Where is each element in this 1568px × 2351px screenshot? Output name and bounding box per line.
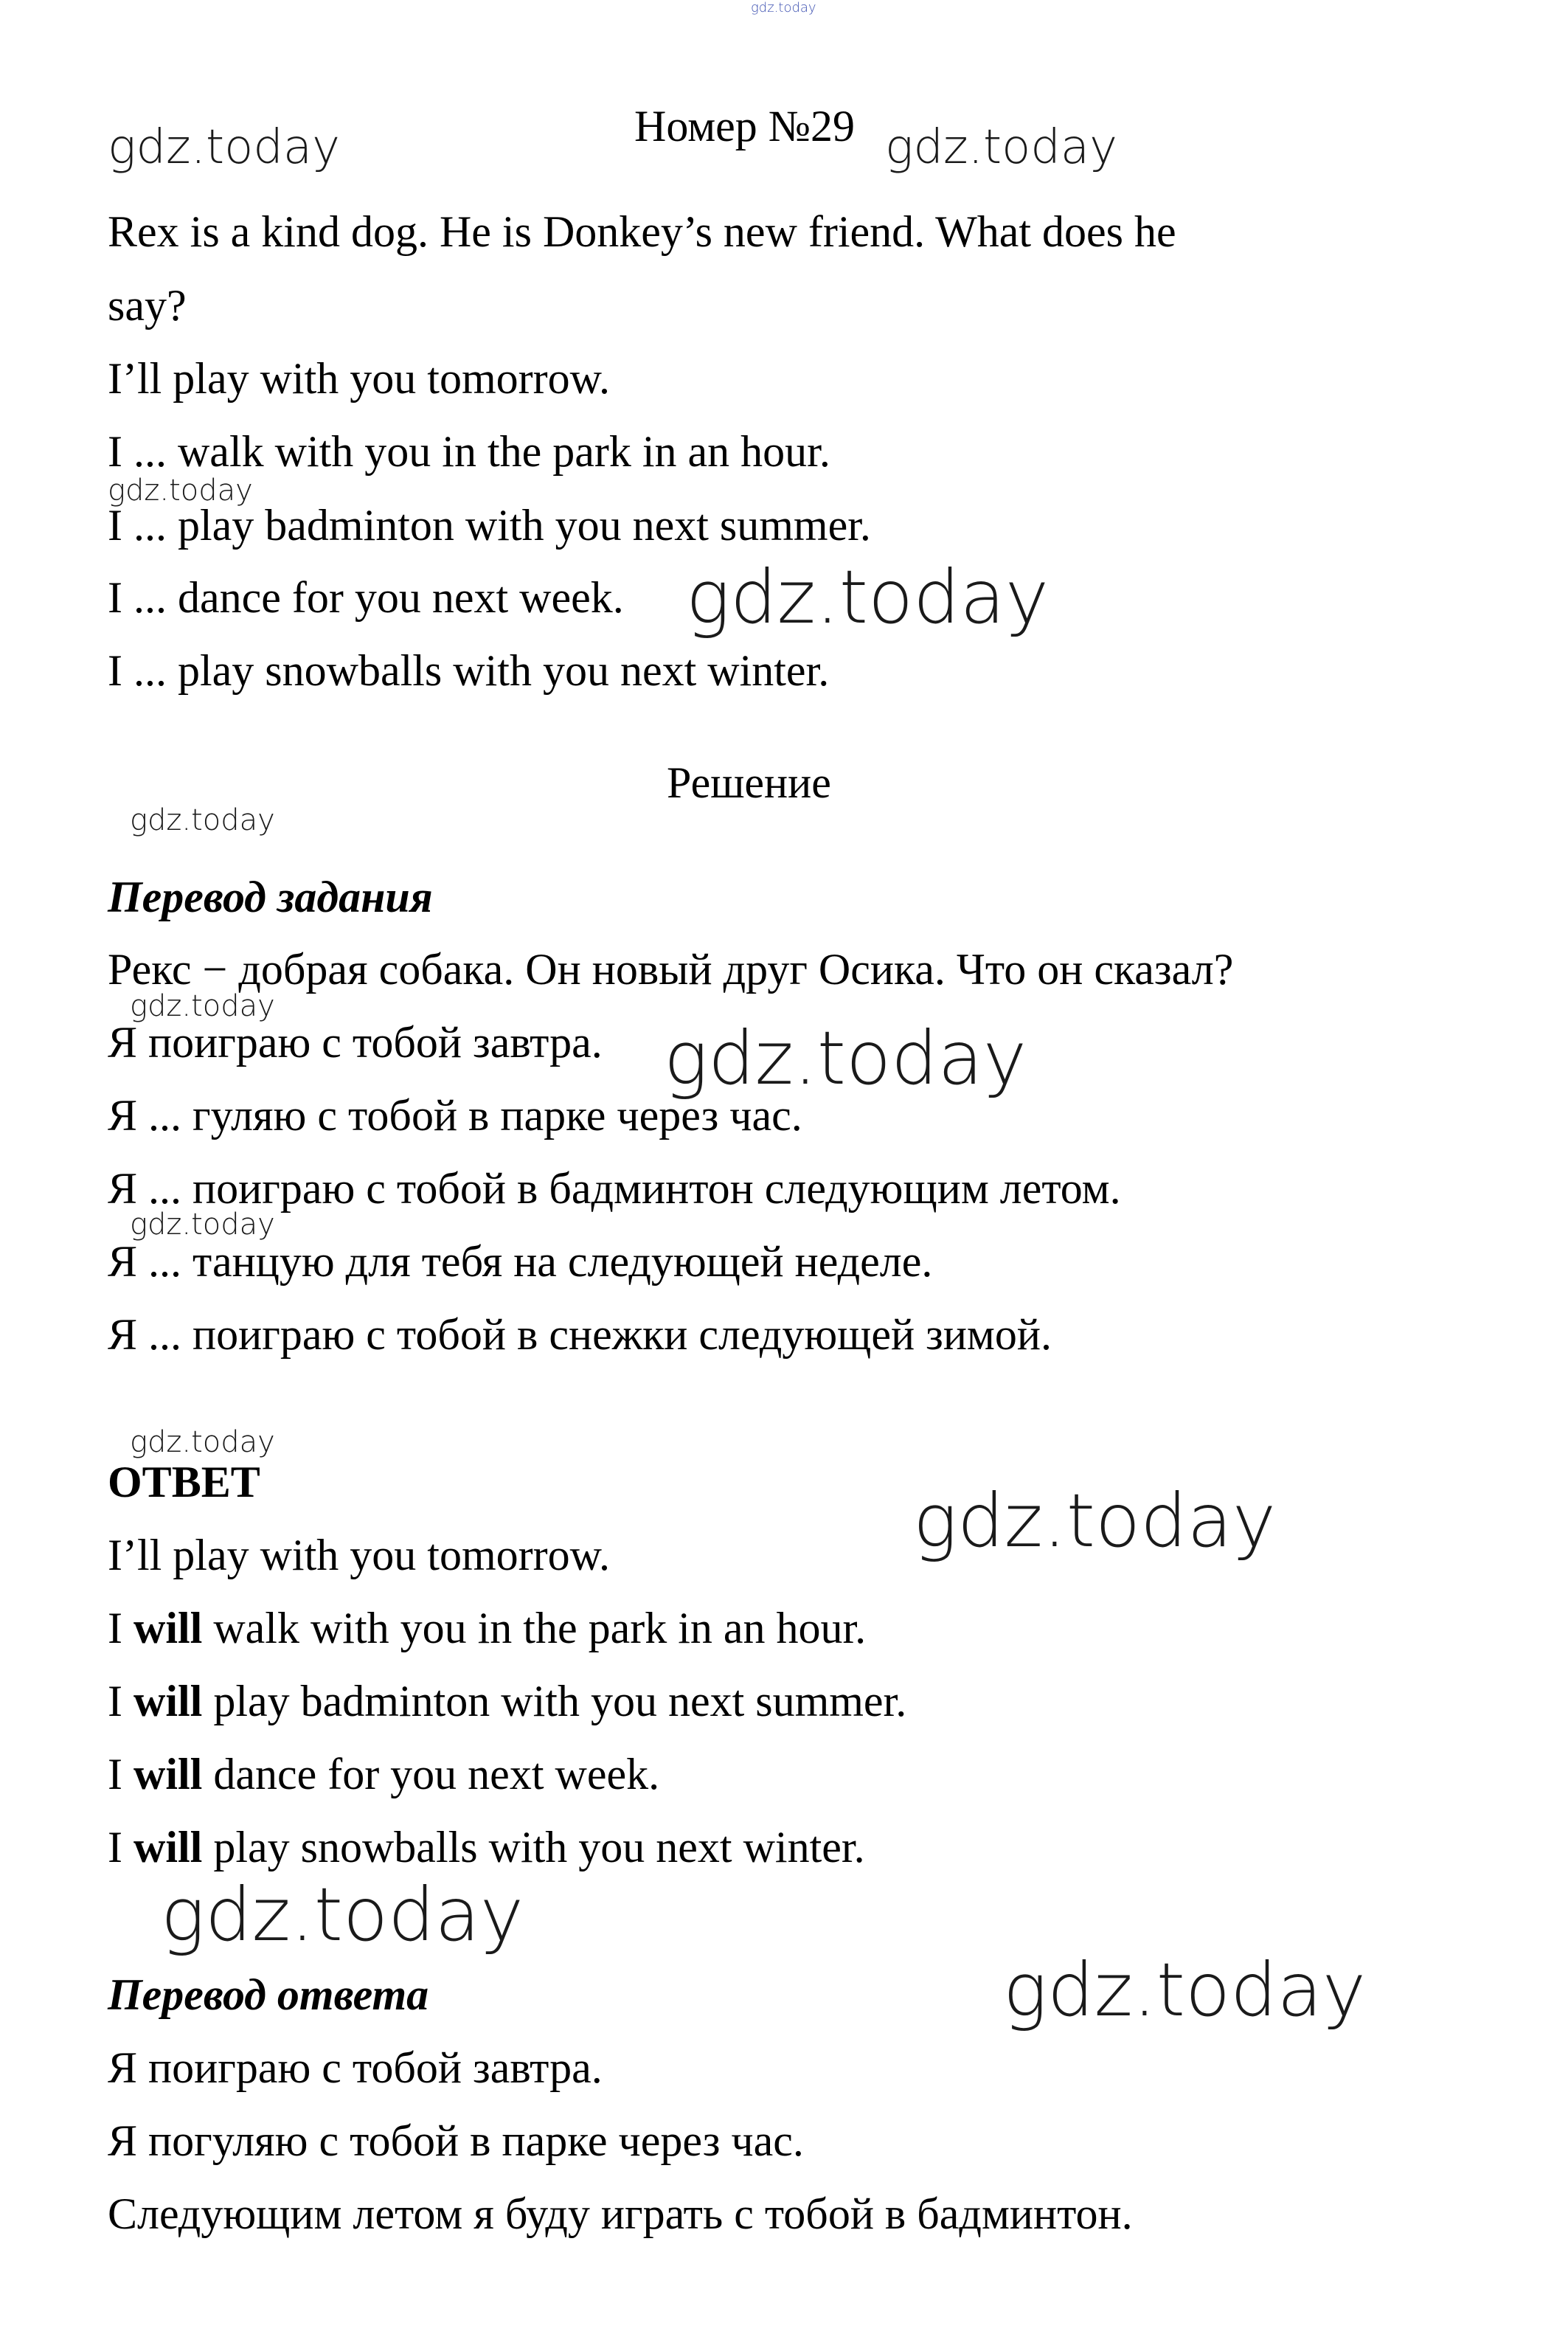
answer-subject: I bbox=[108, 1604, 122, 1652]
watermark-3: gdz.today bbox=[108, 474, 253, 508]
task-prompt-line-2: say? bbox=[108, 281, 187, 330]
watermark-top: gdz.today bbox=[751, 0, 816, 15]
answer-keyword: will bbox=[133, 1677, 203, 1725]
watermark-6: gdz.today bbox=[130, 989, 275, 1023]
task-translation-title: Перевод задания bbox=[108, 873, 433, 921]
watermark-10: gdz.today bbox=[913, 1478, 1277, 1564]
task-line-4: I ... dance for you next week. bbox=[108, 573, 624, 622]
answer-rest: dance for you next week. bbox=[213, 1750, 660, 1798]
answer-subject: I bbox=[108, 1677, 122, 1725]
task-translation-line-2: Я поиграю с тобой завтра. bbox=[108, 1018, 603, 1067]
answer-line-4 bbox=[108, 1748, 659, 1801]
answer-line-2 bbox=[108, 1602, 866, 1655]
answer-rest: play snowballs with you next winter. bbox=[213, 1823, 865, 1872]
answer-line-3 bbox=[108, 1675, 906, 1728]
watermark-2: gdz.today bbox=[885, 120, 1117, 175]
answer-line-5 bbox=[108, 1821, 865, 1874]
task-translation-line-4: Я ... поиграю с тобой в бадминтон следующим летом. bbox=[108, 1164, 1121, 1213]
watermark-11: gdz.today bbox=[161, 1872, 524, 1958]
answer-translation-line-3: Следующим летом я буду играть с тобой в бадминтон. bbox=[108, 2189, 1133, 2238]
answer-keyword: will bbox=[133, 1604, 203, 1652]
solution-heading: Решение bbox=[667, 758, 831, 807]
task-translation-line-6: Я ... поиграю с тобой в снежки следующей зимой. bbox=[108, 1310, 1052, 1359]
answer-subject: I bbox=[108, 1823, 122, 1872]
watermark-8: gdz.today bbox=[130, 1208, 275, 1242]
answer-subject: I bbox=[108, 1750, 122, 1798]
answer-translation-title: Перевод ответа bbox=[108, 1970, 429, 2019]
watermark-12: gdz.today bbox=[1003, 1947, 1367, 2033]
answer-title: ОТВЕТ bbox=[108, 1458, 260, 1506]
task-line-5: I ... play snowballs with you next winter. bbox=[108, 646, 830, 695]
watermark-5: gdz.today bbox=[130, 803, 275, 837]
answer-translation-line-2: Я погуляю с тобой в парке через час. bbox=[108, 2116, 804, 2165]
task-translation-line-5: Я ... танцую для тебя на следующей неделе. bbox=[108, 1237, 933, 1286]
answer-translation-line-1: Я поиграю с тобой завтра. bbox=[108, 2043, 603, 2092]
watermark-9: gdz.today bbox=[130, 1425, 275, 1459]
answer-line-1: I’ll play with you tomorrow. bbox=[108, 1531, 611, 1579]
task-line-2: I ... walk with you in the park in an hour. bbox=[108, 427, 830, 476]
answer-keyword: will bbox=[133, 1750, 203, 1798]
page-title: Номер №29 bbox=[634, 102, 856, 150]
answer-rest: walk with you in the park in an hour. bbox=[213, 1604, 867, 1652]
watermark-7: gdz.today bbox=[664, 1015, 1027, 1101]
task-prompt-line-1: Rex is a kind dog. He is Donkey’s new friend. What does he bbox=[108, 207, 1176, 256]
answer-keyword: will bbox=[133, 1823, 203, 1872]
answer-rest: play badminton with you next summer. bbox=[213, 1677, 907, 1725]
task-line-1: I’ll play with you tomorrow. bbox=[108, 354, 611, 403]
watermark-4: gdz.today bbox=[686, 554, 1050, 640]
task-translation-line-1: Рекс − добрая собака. Он новый друг Осика. Что он сказал? bbox=[108, 945, 1234, 994]
task-translation-line-3: Я ... гуляю с тобой в парке через час. bbox=[108, 1091, 802, 1140]
watermark-1: gdz.today bbox=[108, 120, 340, 175]
task-line-3: I ... play badminton with you next summer. bbox=[108, 501, 871, 550]
